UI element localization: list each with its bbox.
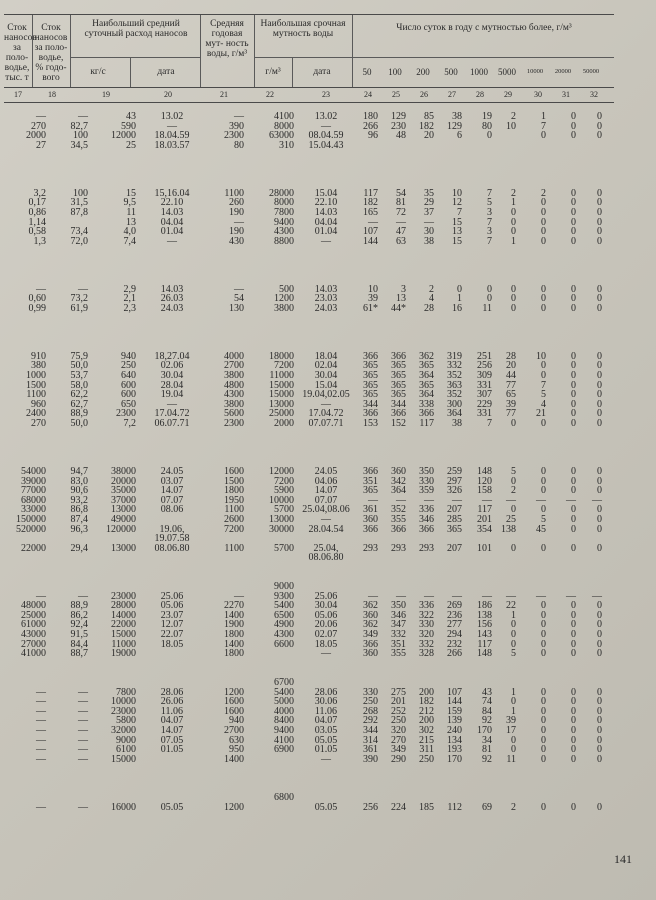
- threshold-4: 1000: [470, 67, 488, 77]
- col-18-values: — 82,7 100 34,5 100 31,5 87,8 73,4 72,0 — 73,2 61,9 75,9 50,0 53,7 58,0 62,2 62,7 88,9 50,0 94,7 83,0 90,6 93,2 86,8 87,4 96,3 29,4 — 88,9 86,2 92,4 91,5 84,4 88,7 — — — — — — — — —: [70, 111, 88, 813]
- col-23-values: 13.02 — 08.04.59 15.04.43 15.04 22.10 14.03 04.04 01.04 — 14.03 23.03 24.03 18.04 02.04 30.04 15.04 19.04,02.05 — 17.04.72 07.07.71 24.05 04.06 14.07 07.07 25.04,08.06 — 28.04.54 25.04, 08.06.80 25.06 30.04 05.06 20.06 02.07 18.05 — 28.06 30.06 11.06 04.07 03.05 05.05 01.05 — 05.05: [302, 111, 350, 813]
- column-number-25: 25: [392, 90, 400, 99]
- column-number-23: 23: [322, 90, 330, 99]
- table-header: [4, 14, 614, 88]
- column-number-20: 20: [164, 90, 172, 99]
- col-25-values: 129 230 48 54 81 72 — 47 63 3 13 44* 366 365 365 365 365 344 366 152 360 342 364 — 352 355 366 293 — 350 346 347 332 351 355 275 201 252 250 320 270 349 290 224: [391, 111, 406, 813]
- threshold-7: 20000: [554, 68, 572, 75]
- header-max-urgent: Наибольшая срочная мутность воды: [260, 19, 346, 39]
- header-col20: дата: [157, 67, 175, 77]
- column-number-31: 31: [562, 90, 570, 99]
- threshold-6: 10000: [526, 68, 544, 75]
- threshold-8: 50000: [582, 68, 600, 75]
- header-col18: Сток наносов за поло- водье, % годо- вого: [34, 23, 68, 83]
- column-number-22: 22: [266, 90, 274, 99]
- col-27-values: 38 129 6 10 12 7 15 13 15 0 1 16 319 332 352 363 352 300 364 38 259 297 326 — 207 285 365 207 — 269 236 277 294 232 266 107 144 159 139 240 134 193 170 112: [447, 111, 462, 813]
- header-col19: кг/с: [90, 67, 106, 77]
- header-max-daily: Наибольший средний суточный расход наносов: [84, 19, 188, 39]
- col-32-values: 0 0 0 0 0 0 0 0 0 0 0 0 0 0 0 0 0 0 0 0 0 0 0 — 0 0 0 0 — 0 0 0 0 0 0 0 0 0 0 0 0 0 0 0: [592, 111, 602, 813]
- header-col17: Сток наносов за поло- водье, тыс. т: [4, 23, 37, 83]
- threshold-1: 100: [388, 67, 402, 77]
- column-number-27: 27: [448, 90, 456, 99]
- col-19-values: 43 590 12000 25 15 9,5 11 13 4,0 7,4 2,9 2,1 2,3 940 250 640 600 600 650 2300 7,2 38000 20000 35000 37000 13000 49000 120000 13000 23000 28000 14000 22000 15000 11000 19000 7800 10000 23000 5800 32000 9000 6100 15000 16000: [106, 111, 136, 813]
- column-number-17: 17: [14, 90, 22, 99]
- col-22-values: 4100 8000 63000 310 28000 8000 7800 9400 4300 8800 500 1200 3800 18000 7200 11000 15000 15000 13000 25000 2000 12000 7200 5900 10000 5700 13000 30000 5700 9000 9300 5400 6500 4900 4300 6600 6700 5400 5000 4000 8400 9400 4100 6900 6800: [269, 111, 294, 804]
- header-col22: г/м³: [265, 67, 281, 77]
- header-col21: Средняя годовая мут- ность воды, г/м³: [205, 19, 249, 59]
- col-20-values: 13.02 — 18.04.59 18.03.57 15,16.04 22.10 14.03 04.04 01.04 — 14.03 26.03 24.03 18,27.04 02.06 30.04 28.04 19.04 — 17.04.72 06.07.71 24.05 03.07 14.07 07.07 08.06 19.06, 19.07.58 08.06.80 25.06 05.06 23.07 12.07 22.07 18.05 28.06 26.06 11.06 04.07 14.07 07.05 01.05 05.05: [154, 111, 190, 813]
- column-number-24: 24: [364, 90, 372, 99]
- threshold-3: 500: [444, 67, 458, 77]
- col-31-values: 0 0 0 0 0 0 0 0 0 0 0 0 0 0 0 0 0 0 0 0 0 0 0 — 0 0 0 0 — 0 0 0 0 0 0 0 0 0 0 0 0 0 0 0: [566, 111, 576, 813]
- column-number-21: 21: [220, 90, 228, 99]
- header-days-group: Число суток в году с мутностью более, г/м³: [396, 23, 572, 33]
- col-30-values: 1 7 0 2 0 0 0 0 0 0 0 0 10 0 0 7 5 4 21 0 0 0 0 — 0 5 45 0 — 0 0 0 0 0 0 0 0 0 0 0 0 0 0 0: [536, 111, 546, 813]
- col-17-values: — 270 2000 27 3,2 0,17 0,86 1,14 0,58 1,3 — 0,60 0,99 910 380 1000 1500 1100 960 2400 270 54000 39000 77000 68000 33000 150000 520000 22000 — 48000 25000 61000 43000 27000 41000 — — — — — — — — —: [16, 111, 46, 813]
- col-28-values: 19 80 0 7 5 3 7 3 7 0 0 11 251 256 309 331 307 229 331 7 148 120 158 — 117 201 354 101 — 186 138 156 143 117 148 43 74 84 92 170 34 81 92 69: [477, 111, 492, 813]
- threshold-5: 5000: [498, 67, 516, 77]
- column-number-row: [4, 88, 614, 103]
- column-number-32: 32: [590, 90, 598, 99]
- header-col23: дата: [313, 67, 331, 77]
- threshold-2: 200: [416, 67, 430, 77]
- col-21-values: — 390 2300 80 1100 260 190 — 190 430 — 54 130 4000 2700 3800 4800 4300 3800 5600 2300 1600 1500 1800 1950 1100 2600 7200 1100 — 2270 1400 1900 1800 1400 1800 1200 1600 1600 940 2700 630 950 1400 1200: [224, 111, 244, 813]
- column-number-29: 29: [504, 90, 512, 99]
- column-number-26: 26: [420, 90, 428, 99]
- column-number-30: 30: [534, 90, 542, 99]
- col-24-values: 180 266 96 117 182 165 — 107 144 10 39 61* 366 365 365 365 365 344 366 153 366 351 365 — 361 360 366 293 — 362 360 362 349 366 360 330 250 268 292 344 314 361 390 256: [363, 111, 378, 813]
- column-number-28: 28: [476, 90, 484, 99]
- threshold-0: 50: [362, 67, 372, 77]
- column-number-18: 18: [48, 90, 56, 99]
- column-number-19: 19: [102, 90, 110, 99]
- col-29-values: 2 10 2 1 0 0 0 1 0 0 0 28 20 44 77 65 39 77 0 5 0 2 — 0 25 138 0 — 22 1 0 0 0 5 1 0 1 39 17 0 0 11 2: [501, 111, 516, 813]
- page-number: 141: [614, 852, 632, 866]
- col-26-values: 85 182 20 35 29 37 — 30 38 2 4 28 362 365 364 365 364 338 366 117 350 330 359 — 336 346 366 293 — 336 322 330 320 332 328 200 182 212 200 302 215 311 250 185: [419, 111, 434, 813]
